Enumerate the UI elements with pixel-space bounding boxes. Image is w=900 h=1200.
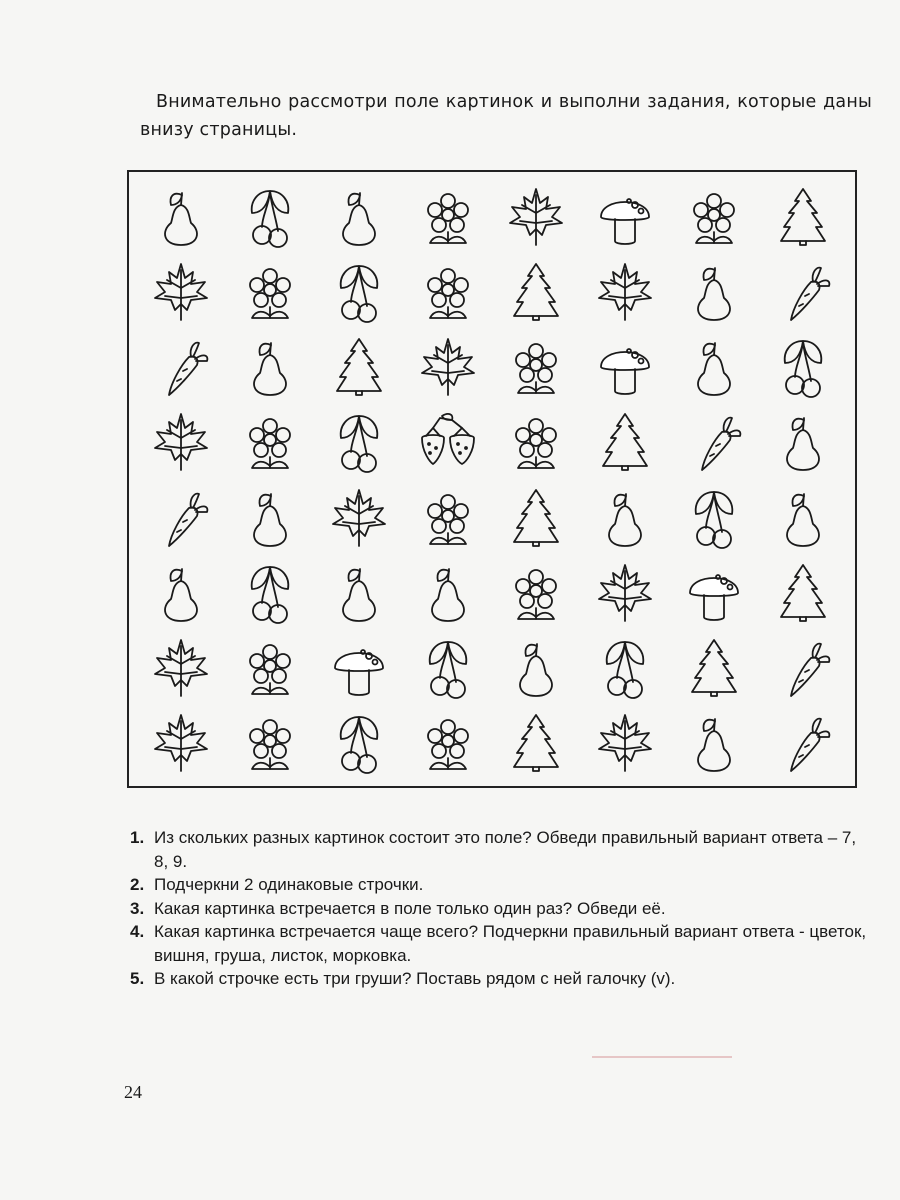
flower-icon — [683, 183, 745, 249]
cherry-icon — [328, 709, 390, 775]
tree-icon — [758, 554, 847, 629]
cherry-icon — [594, 634, 656, 700]
pear-icon — [772, 484, 834, 550]
mushroom-icon — [581, 329, 670, 404]
pear-icon — [328, 559, 390, 625]
flower-icon — [226, 404, 315, 479]
flower-icon — [403, 178, 492, 253]
task-2 — [130, 873, 870, 897]
pear-icon — [226, 329, 315, 404]
cherry-icon — [239, 559, 301, 625]
tree-icon — [505, 709, 567, 775]
flower-icon — [505, 333, 567, 399]
tree-icon — [492, 253, 581, 328]
cherry-icon — [226, 554, 315, 629]
carrot-icon — [772, 634, 834, 700]
flower-icon — [239, 634, 301, 700]
flower-icon — [505, 408, 567, 474]
cherry-icon — [315, 253, 404, 328]
task-number: 3. — [130, 898, 145, 918]
flower-icon — [417, 484, 479, 550]
leaf-icon — [150, 709, 212, 775]
task-5 — [130, 967, 870, 991]
pear-icon — [683, 333, 745, 399]
task-number: 4. — [130, 922, 145, 941]
carrot-icon — [758, 705, 847, 780]
carrot-icon — [137, 479, 226, 554]
task-1 — [130, 826, 870, 873]
instructions-text: Внимательно рассмотри поле картинок и выполни задания, которые даны внизу страницы. — [140, 92, 872, 140]
cherry-icon — [315, 404, 404, 479]
tree-icon — [670, 630, 759, 705]
leaf-icon — [505, 183, 567, 249]
mushroom-icon — [683, 559, 745, 625]
task-number: 5. — [130, 969, 145, 988]
leaf-icon — [315, 479, 404, 554]
cherry-icon — [772, 333, 834, 399]
pear-icon — [670, 705, 759, 780]
flower-icon — [226, 253, 315, 328]
pear-icon — [758, 479, 847, 554]
task-number: 2. — [130, 875, 145, 894]
leaf-icon — [581, 253, 670, 328]
picture-field — [127, 170, 857, 788]
cherry-icon — [670, 479, 759, 554]
leaf-icon — [137, 253, 226, 328]
leaf-icon — [150, 408, 212, 474]
flower-icon — [492, 404, 581, 479]
carrot-icon — [670, 404, 759, 479]
task-3 — [130, 897, 870, 921]
flower-icon — [239, 408, 301, 474]
pear-icon — [683, 709, 745, 775]
cherry-icon — [758, 329, 847, 404]
task-list — [130, 826, 870, 991]
pear-icon — [150, 183, 212, 249]
tree-icon — [683, 634, 745, 700]
pear-icon — [505, 634, 567, 700]
page-number: 24 — [124, 1082, 142, 1102]
pear-icon — [315, 554, 404, 629]
leaf-icon — [137, 705, 226, 780]
cherry-icon — [226, 178, 315, 253]
flower-icon — [670, 178, 759, 253]
strawberry-icon — [403, 404, 492, 479]
flower-icon — [403, 705, 492, 780]
pear-icon — [670, 253, 759, 328]
cherry-icon — [581, 630, 670, 705]
task-text: Какая картинка встречается чаще всего? Подчеркни правильный вариант ответа - цветок, вишня, груша, листок, морковка. — [154, 922, 867, 965]
carrot-icon — [758, 253, 847, 328]
cherry-icon — [315, 705, 404, 780]
pear-icon — [670, 329, 759, 404]
pear-icon — [417, 559, 479, 625]
pear-icon — [239, 333, 301, 399]
leaf-icon — [328, 484, 390, 550]
flower-icon — [239, 258, 301, 324]
tree-icon — [772, 559, 834, 625]
flower-icon — [403, 253, 492, 328]
pear-icon — [403, 554, 492, 629]
tree-icon — [772, 183, 834, 249]
task-4 — [130, 920, 870, 967]
task-text: Подчеркни 2 одинаковые строчки. — [154, 875, 424, 894]
carrot-icon — [772, 258, 834, 324]
flower-icon — [417, 183, 479, 249]
pear-icon — [137, 178, 226, 253]
cherry-icon — [328, 258, 390, 324]
tree-icon — [581, 404, 670, 479]
tree-icon — [758, 178, 847, 253]
tree-icon — [492, 705, 581, 780]
cherry-icon — [683, 484, 745, 550]
pear-icon — [758, 404, 847, 479]
flower-icon — [492, 554, 581, 629]
flower-icon — [239, 709, 301, 775]
leaf-icon — [150, 258, 212, 324]
mushroom-icon — [594, 333, 656, 399]
mushroom-icon — [328, 634, 390, 700]
tree-icon — [505, 484, 567, 550]
flower-icon — [417, 258, 479, 324]
mushroom-icon — [315, 630, 404, 705]
leaf-icon — [417, 333, 479, 399]
task-text: В какой строчке есть три груши? Поставь рядом с ней галочку (v). — [154, 969, 676, 988]
leaf-icon — [137, 630, 226, 705]
leaf-icon — [492, 178, 581, 253]
flower-icon — [226, 630, 315, 705]
divider — [592, 1056, 732, 1058]
carrot-icon — [772, 709, 834, 775]
pear-icon — [328, 183, 390, 249]
pear-icon — [315, 178, 404, 253]
flower-icon — [403, 479, 492, 554]
mushroom-icon — [670, 554, 759, 629]
pear-icon — [594, 484, 656, 550]
mushroom-icon — [594, 183, 656, 249]
leaf-icon — [594, 559, 656, 625]
carrot-icon — [137, 329, 226, 404]
mushroom-icon — [581, 178, 670, 253]
carrot-icon — [150, 484, 212, 550]
flower-icon — [492, 329, 581, 404]
flower-icon — [417, 709, 479, 775]
flower-icon — [226, 705, 315, 780]
leaf-icon — [581, 554, 670, 629]
pear-icon — [581, 479, 670, 554]
task-text: Из скольких разных картинок состоит это поле? Обведи правильный вариант ответа – 7, 8, 9. — [154, 828, 857, 871]
pear-icon — [226, 479, 315, 554]
picture-grid — [137, 178, 847, 780]
flower-icon — [505, 559, 567, 625]
leaf-icon — [403, 329, 492, 404]
strawberry-icon — [417, 408, 479, 474]
pear-icon — [137, 554, 226, 629]
tree-icon — [505, 258, 567, 324]
carrot-icon — [150, 333, 212, 399]
task-number: 1. — [130, 828, 145, 847]
tree-icon — [594, 408, 656, 474]
leaf-icon — [594, 258, 656, 324]
cherry-icon — [417, 634, 479, 700]
pear-icon — [492, 630, 581, 705]
cherry-icon — [403, 630, 492, 705]
pear-icon — [683, 258, 745, 324]
tree-icon — [315, 329, 404, 404]
tree-icon — [492, 479, 581, 554]
pear-icon — [239, 484, 301, 550]
carrot-icon — [683, 408, 745, 474]
leaf-icon — [594, 709, 656, 775]
task-text: Какая картинка встречается в поле только один раз? Обведи её. — [154, 898, 666, 918]
pear-icon — [150, 559, 212, 625]
leaf-icon — [137, 404, 226, 479]
leaf-icon — [150, 634, 212, 700]
carrot-icon — [758, 630, 847, 705]
leaf-icon — [581, 705, 670, 780]
cherry-icon — [239, 183, 301, 249]
tree-icon — [328, 333, 390, 399]
pear-icon — [772, 408, 834, 474]
cherry-icon — [328, 408, 390, 474]
